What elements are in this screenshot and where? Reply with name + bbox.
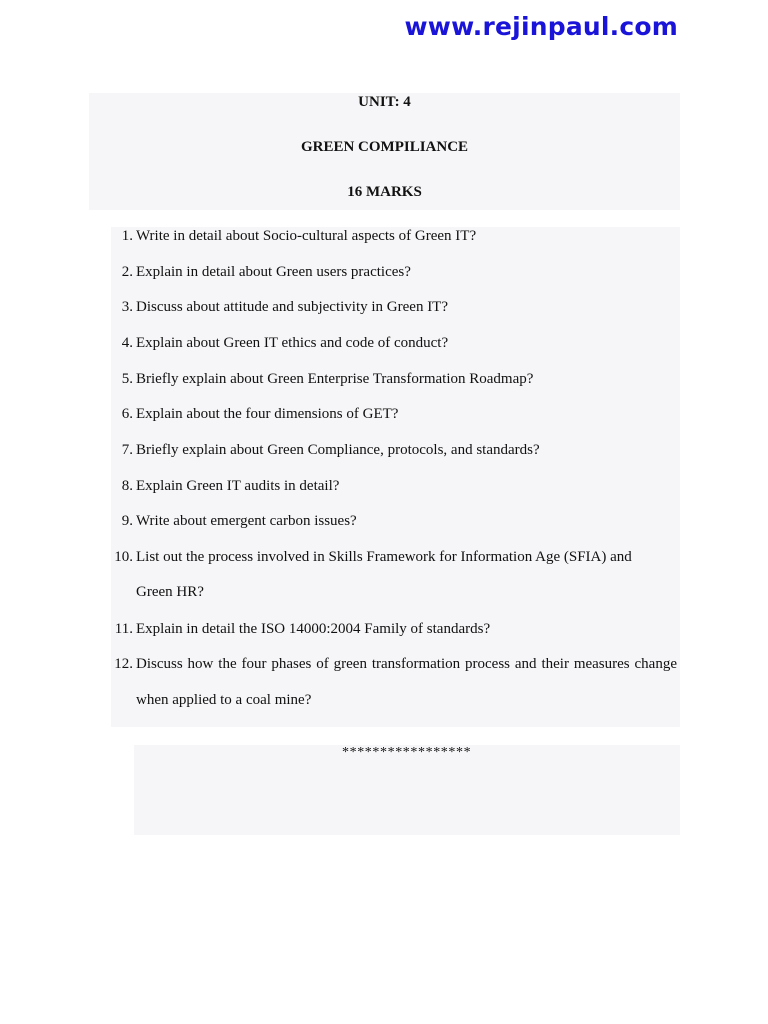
document-header	[89, 93, 680, 210]
separator-stars: *****************	[342, 745, 472, 760]
question-number: 8.	[121, 478, 133, 494]
question-list	[111, 227, 680, 727]
question-text: Explain about Green IT ethics and code of conduct?	[136, 335, 449, 351]
question-number: 5.	[121, 371, 133, 387]
question-text-continued: Green HR?	[136, 584, 204, 600]
question-text: Write about emergent carbon issues?	[136, 513, 357, 529]
site-url-link[interactable]: www.rejinpaul.com	[404, 12, 678, 41]
question-text: Discuss about attitude and subjectivity in Green IT?	[136, 299, 449, 315]
marks-heading: 16 MARKS	[347, 184, 422, 200]
question-text: Discuss how the four phases of green transformation process and their measures change	[136, 656, 677, 672]
question-text: List out the process involved in Skills Framework for Information Age (SFIA) and	[136, 549, 632, 565]
document-footer	[134, 745, 680, 835]
question-text-continued: when applied to a coal mine?	[136, 692, 312, 708]
question-number: 4.	[121, 335, 133, 351]
question-number: 7.	[121, 442, 133, 458]
question-number: 2.	[121, 264, 133, 280]
question-text: Write in detail about Socio-cultural aspects of Green IT?	[136, 228, 477, 244]
page-title: GREEN COMPILIANCE	[300, 139, 469, 155]
question-text: Briefly explain about Green Enterprise Transformation Roadmap?	[136, 371, 534, 387]
question-number: 1.	[121, 228, 133, 244]
question-number: 9.	[121, 513, 133, 529]
question-text: Explain Green IT audits in detail?	[136, 478, 340, 494]
question-number: 6.	[121, 406, 133, 422]
question-number: 12.	[114, 656, 133, 672]
question-text: Briefly explain about Green Compliance, protocols, and standards?	[136, 442, 540, 458]
question-number: 3.	[121, 299, 133, 315]
question-text: Explain about the four dimensions of GET?	[136, 406, 399, 422]
question-number: 10.	[114, 549, 133, 565]
question-number: 11.	[114, 621, 133, 637]
question-text: Explain in detail the ISO 14000:2004 Family of standards?	[136, 621, 491, 637]
question-text: Explain in detail about Green users practices?	[136, 264, 411, 280]
unit-heading: UNIT: 4	[358, 94, 411, 110]
